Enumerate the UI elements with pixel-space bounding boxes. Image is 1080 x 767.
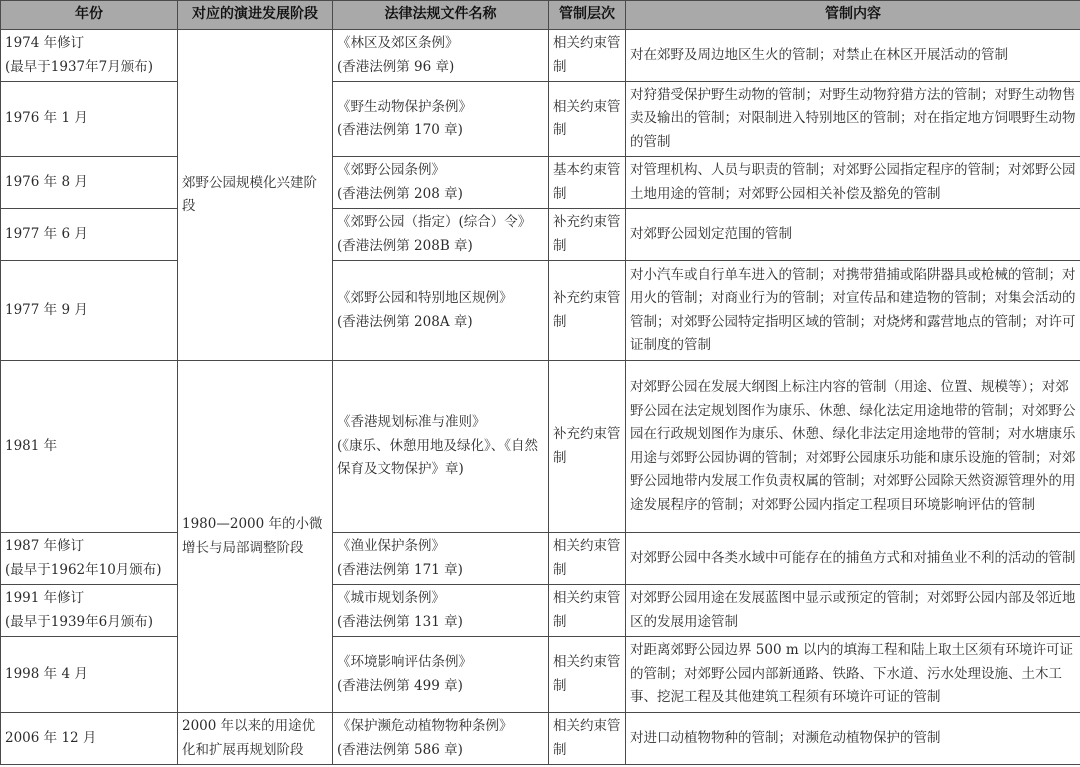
- stage-cell: [178, 361, 333, 713]
- content-cell: 对郊野公园中各类水域中可能存在的捕鱼方式和对捕鱼业不利的活动的管制: [626, 533, 1080, 585]
- law-chapter: (《康乐、休憩用地及绿化》、《自然保育及文物保护》章): [337, 437, 539, 478]
- level-cell: 补充约束管制: [549, 209, 626, 261]
- law-title: 《郊野公园和特别地区规例》: [337, 290, 513, 306]
- law-cell: [333, 261, 549, 361]
- table-row: [1, 713, 1080, 765]
- stage-cell: [178, 713, 333, 765]
- year-cell: [1, 637, 178, 713]
- law-cell: [333, 82, 549, 157]
- content-cell: 对管理机构、人员与职责的管制；对郊野公园指定程序的管制；对郊野公园土地用途的管制；对郊野公园相关补偿及豁免的管制: [626, 157, 1080, 209]
- header-law-name: 法律法规文件名称: [333, 1, 549, 30]
- level-cell: 相关约束管制: [549, 533, 626, 585]
- level-cell: 相关约束管制: [549, 82, 626, 157]
- law-title: 《城市规划条例》: [337, 590, 445, 606]
- stage-text: 2000 年以来的用途优化和扩展再规划阶段: [182, 718, 316, 758]
- year-text: 1977 年 9 月: [5, 301, 88, 318]
- law-cell: [333, 30, 549, 82]
- year-text: 1981 年: [5, 437, 58, 454]
- year-text: 1991 年修订: [5, 590, 85, 606]
- year-text: 1987 年修订: [5, 538, 85, 554]
- level-cell: 补充约束管制: [549, 261, 626, 361]
- header-control-level: 管制层次: [549, 1, 626, 30]
- law-chapter: (香港法例第 208A 章): [337, 313, 473, 330]
- table-row: [1, 533, 1080, 585]
- law-cell: [333, 209, 549, 261]
- header-year: 年份: [1, 1, 178, 30]
- law-chapter: (香港法例第 586 章): [337, 741, 463, 758]
- content-cell: 对郊野公园用途在发展蓝图中显示或预定的管制；对郊野公园内部及邻近地区的发展用途管制: [626, 585, 1080, 637]
- year-text: 1976 年 8 月: [5, 173, 88, 190]
- table-row: [1, 82, 1080, 157]
- content-cell: 对郊野公园划定范围的管制: [626, 209, 1080, 261]
- law-title: 《渔业保护条例》: [337, 538, 445, 554]
- law-chapter: (香港法例第 131 章): [337, 613, 463, 630]
- header-control-content: 管制内容: [626, 1, 1080, 30]
- year-cell: [1, 30, 178, 82]
- law-title: 《郊野公园条例》: [337, 162, 445, 178]
- law-chapter: (香港法例第 96 章): [337, 58, 455, 75]
- level-cell: 基本约束管制: [549, 157, 626, 209]
- content-cell: 对小汽车或自行单车进入的管制；对携带猎捕或陷阱器具或枪械的管制；对用火的管制；对商业行为的管制；对宣传品和建造物的管制；对集会活动的管制；对郊野公园特定指明区域的管制；对烧烤和露营地点的管制；对许可证制度的管制: [626, 261, 1080, 361]
- level-cell: 补充约束管制: [549, 361, 626, 533]
- year-cell: [1, 261, 178, 361]
- law-title: 《保护濒危动植物物种条例》: [337, 718, 513, 734]
- year-cell: [1, 82, 178, 157]
- year-cell: [1, 585, 178, 637]
- stage-text: 郊野公园规模化兴建阶段: [182, 174, 317, 214]
- year-text: 1976 年 1 月: [5, 110, 88, 127]
- year-note: (最早于1937年7月颁布): [5, 58, 153, 75]
- content-cell: 对郊野公园在发展大纲图上标注内容的管制（用途、位置、规模等）；对郊野公园在法定规划图作为康乐、休憩、绿化法定用途地带的管制；对郊野公园在行政规划图作为康乐、休憩、绿化非法定用途地带的管制；对水塘康乐用途与郊野公园协调的管制；对郊野公园康乐功能和康乐设施的管制；对郊野公园地带内发展工作负责权属的管制；对郊野公园除天然资源管理外的用途发展程序的管制；对郊野公园内指定工程项目环境影响评估的管制: [626, 361, 1080, 533]
- stage-text: 1980—2000 年的小微增长与局部调整阶段: [182, 516, 323, 556]
- law-cell: [333, 713, 549, 765]
- law-chapter: (香港法例第 171 章): [337, 561, 463, 578]
- law-title: 《野生动物保护条例》: [337, 98, 472, 115]
- level-cell: 相关约束管制: [549, 713, 626, 765]
- law-chapter: (香港法例第 499 章): [337, 677, 463, 694]
- law-chapter: (香港法例第 208 章): [337, 185, 463, 202]
- year-cell: [1, 713, 178, 765]
- table-row: [1, 637, 1080, 713]
- stage-cell: [178, 30, 333, 361]
- level-cell: 相关约束管制: [549, 637, 626, 713]
- table-row: [1, 585, 1080, 637]
- content-cell: 对距离郊野公园边界 500 m 以内的填海工程和陆上取土区须有环境许可证的管制；对郊野公园内部新通路、铁路、下水道、污水处理设施、土木工事、挖泥工程及其他建筑工程须有环境许可证的管制: [626, 637, 1080, 713]
- year-cell: [1, 361, 178, 533]
- law-chapter: (香港法例第 208B 章): [337, 237, 473, 254]
- law-title: 《林区及郊区条例》: [337, 35, 459, 51]
- law-title: 《香港规划标准与准则》: [337, 414, 486, 431]
- law-cell: [333, 585, 549, 637]
- content-cell: 对进口动植物物种的管制；对濒危动植物保护的管制: [626, 713, 1080, 765]
- content-cell: 对在郊野及周边地区生火的管制；对禁止在林区开展活动的管制: [626, 30, 1080, 82]
- law-cell: [333, 637, 549, 713]
- year-note: (最早于1962年10月颁布): [5, 561, 162, 578]
- year-text: 2006 年 12 月: [5, 729, 97, 746]
- law-cell: [333, 361, 549, 533]
- year-text: 1998 年 4 月: [5, 665, 88, 682]
- level-cell: 相关约束管制: [549, 585, 626, 637]
- year-cell: [1, 533, 178, 585]
- law-cell: [333, 533, 549, 585]
- table-row: [1, 209, 1080, 261]
- year-cell: [1, 157, 178, 209]
- law-cell: [333, 157, 549, 209]
- table-row: [1, 361, 1080, 533]
- table-row: [1, 30, 1080, 82]
- year-text: 1977 年 6 月: [5, 225, 88, 242]
- table-row: [1, 157, 1080, 209]
- level-cell: 相关约束管制: [549, 30, 626, 82]
- header-stage: 对应的演进发展阶段: [178, 1, 333, 30]
- year-cell: [1, 209, 178, 261]
- content-cell: 对狩猎受保护野生动物的管制；对野生动物狩猎方法的管制；对野生动物售卖及输出的管制；对限制进入特别地区的管制；对在指定地方饲喂野生动物的管制: [626, 82, 1080, 157]
- table-header-row: [1, 1, 1080, 30]
- table-row: [1, 261, 1080, 361]
- law-title: 《郊野公园（指定）(综合）令》: [337, 214, 532, 230]
- law-title: 《环境影响评估条例》: [337, 654, 472, 670]
- year-note: (最早于1939年6月颁布): [5, 613, 153, 630]
- year-text: 1974 年修订: [5, 35, 85, 51]
- law-chapter: (香港法例第 170 章): [337, 122, 463, 138]
